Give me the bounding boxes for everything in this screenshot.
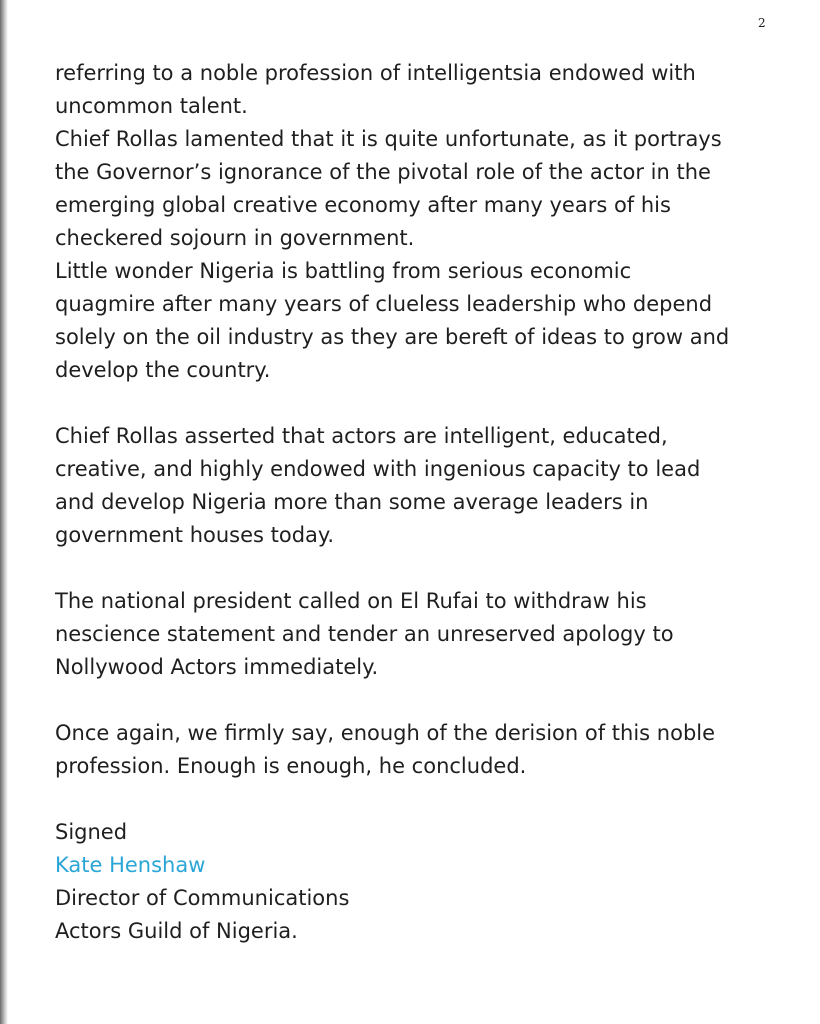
text-line: emerging global creative economy after many years of his: [55, 193, 671, 217]
paragraph-spacer: [55, 783, 795, 816]
text-line: Little wonder Nigeria is battling from serious economic: [55, 259, 632, 283]
text-line: Nollywood Actors immediately.: [55, 655, 379, 679]
text-line: profession. Enough is enough, he concluded.: [55, 754, 527, 778]
paragraph-spacer: [55, 387, 795, 420]
text-line: Once again, we firmly say, enough of the derision of this noble: [55, 721, 716, 745]
paragraph-conclusion: [55, 717, 795, 783]
text-line: creative, and highly endowed with ingenious capacity to lead: [55, 457, 701, 481]
text-line: the Governor’s ignorance of the pivotal role of the actor in the: [55, 160, 711, 184]
text-line: referring to a noble profession of intelligentsia endowed with: [55, 61, 696, 85]
text-line: Chief Rollas lamented that it is quite unfortunate, as it portrays: [55, 127, 722, 151]
paragraph-lament: [55, 123, 795, 255]
document-body: [55, 57, 795, 948]
text-line: The national president called on El Rufai to withdraw his: [55, 589, 647, 613]
paragraph-intro: [55, 57, 795, 123]
paragraph-demand: [55, 585, 795, 684]
text-line: uncommon talent.: [55, 94, 248, 118]
text-line: nescience statement and tender an unreserved apology to: [55, 622, 674, 646]
text-line: checkered sojourn in government.: [55, 226, 415, 250]
paragraph-assertion: [55, 420, 795, 552]
text-line: government houses today.: [55, 523, 335, 547]
text-line: and develop Nigeria more than some average leaders in: [55, 490, 649, 514]
signature-block: [55, 816, 795, 948]
paragraph-economy: [55, 255, 795, 387]
paragraph-spacer: [55, 552, 795, 585]
text-line: quagmire after many years of clueless leadership who depend: [55, 292, 713, 316]
page-left-edge-shadow: [0, 0, 8, 1024]
page-number: 2: [758, 16, 766, 30]
text-line: Chief Rollas asserted that actors are intelligent, educated,: [55, 424, 668, 448]
signatory-organization: Actors Guild of Nigeria.: [55, 919, 298, 943]
paragraph-spacer: [55, 684, 795, 717]
text-line: solely on the oil industry as they are bereft of ideas to grow and: [55, 325, 730, 349]
signed-label: Signed: [55, 820, 128, 844]
signatory-name: Kate Henshaw: [55, 853, 206, 877]
text-line: develop the country.: [55, 358, 271, 382]
signatory-title: Director of Communications: [55, 886, 350, 910]
